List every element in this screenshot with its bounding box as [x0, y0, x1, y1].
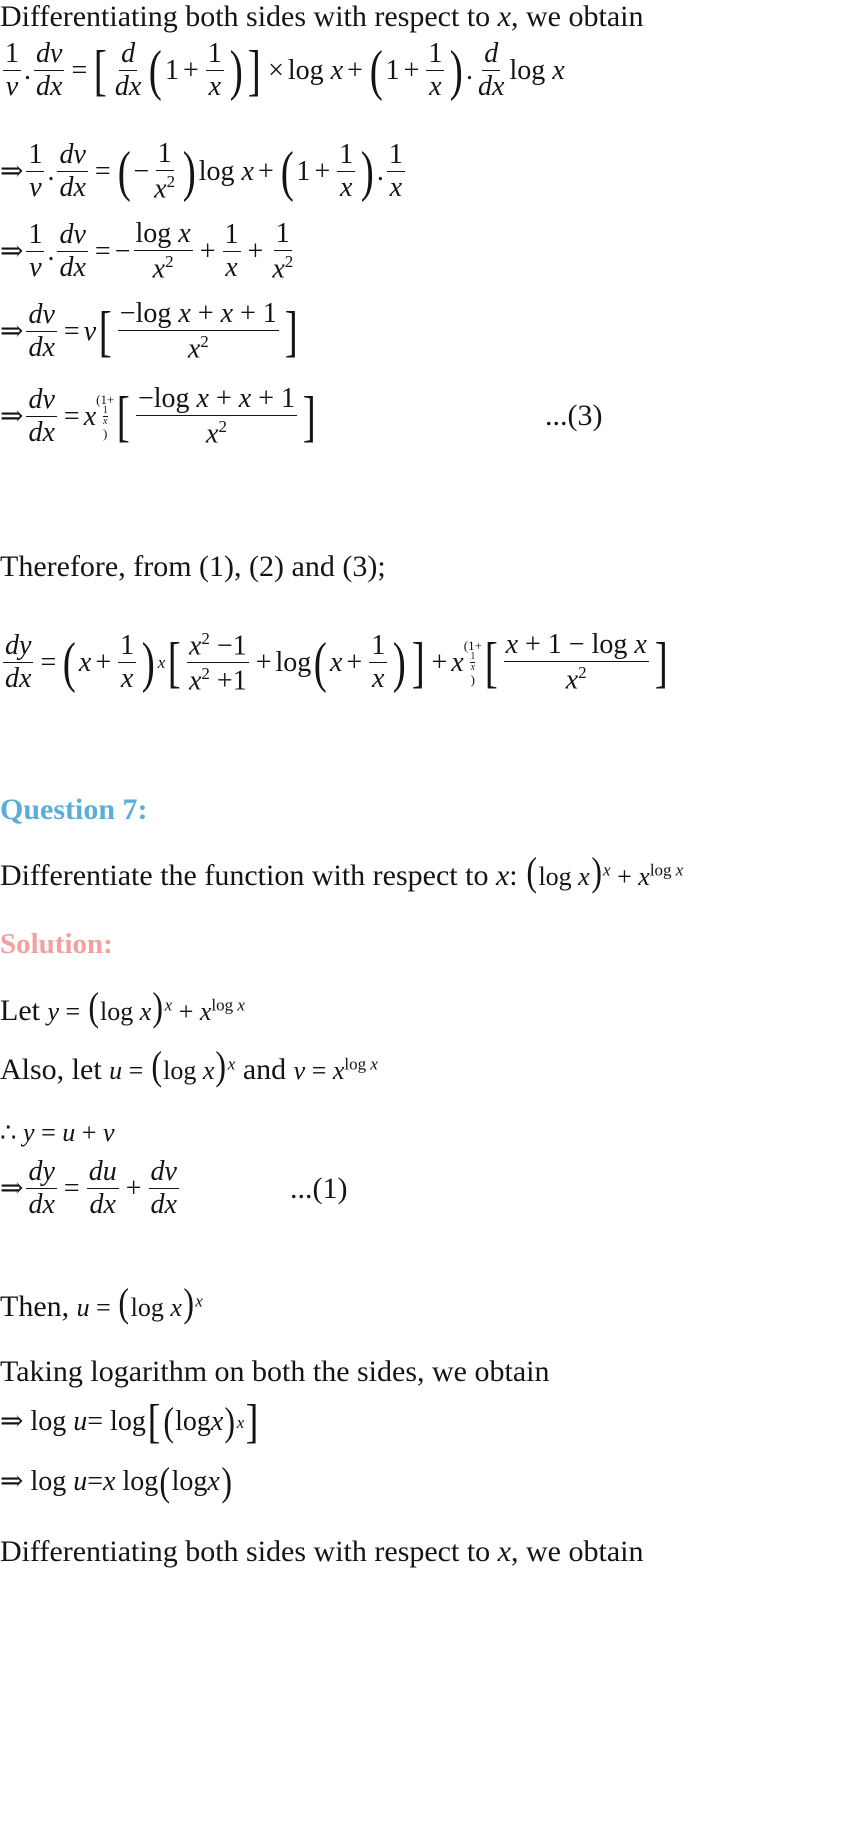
final-line [0, 1537, 643, 1567]
let-line [0, 984, 245, 1029]
let-equation: y = (log $x)^x + x^{log x}$ [47, 984, 245, 1029]
then-text: Then, [0, 1290, 70, 1323]
also-let-text: Also, let [0, 1053, 102, 1086]
equation-dy-dx-result: $\frac{dy}{dx}$ = ( x + $\frac{1}{x}$ ) x [ $\frac{x^2 -1}{x^2 +1}$ + log ( x + $\frac{1}{x}$ ) ] + x (1+ 1 x ) [ $\frac{\text{x + 1 − log x}}{x^2}$ ] [5, 629, 668, 697]
equation-v-derivative-1: $\frac{1}{v}$ . $\frac{dv}{dx}$ = [ $\frac{d}{dx}$ ( 1 + $\frac{1}{x}$ ) ] × log x + ( 1 + $\frac{1}{x}$ ) . $\frac{d}{dx}$ log x [5, 38, 565, 102]
intro-text-1: Differentiating both sides with respect to [0, 0, 491, 33]
therefore-y-sum: ∴ y = u + v [0, 1118, 115, 1147]
intro-line-1 [0, 2, 643, 32]
then-line [0, 1280, 203, 1325]
equation-number-1: ...(1) [290, 1172, 348, 1205]
and-text: and [242, 1053, 287, 1086]
question-text-line [0, 849, 684, 894]
equation-number-3: ...(3) [545, 399, 603, 432]
also-let-line [0, 1043, 378, 1088]
u-equation: u = (log x)$^x$ [76, 1280, 203, 1325]
question-variable: x [495, 859, 510, 892]
equation-log-u-2: ⇒ log u = x log ( log x ) [0, 1459, 232, 1504]
equation-v-derivative-5: ⇒ $\frac{dv}{dx}$ = x (1+ 1 x ) [ $\frac{\text{−log x + x + 1}}{x^2}$ ] ...(3) [0, 383, 603, 450]
final-variable: x [497, 1535, 511, 1568]
therefore-line: Therefore, from (1), (2) and (3); [0, 550, 386, 583]
intro-variable-1: x [497, 0, 511, 33]
question-colon: : [509, 859, 518, 892]
let-text: Let [0, 994, 40, 1027]
question-text: Differentiate the function with respect to [0, 859, 489, 892]
equation-v-derivative-3: ⇒ $\frac{1}{v}$ . $\frac{dv}{dx}$ = − $\frac{\text{log x}}{x^2}$ + $\frac{1}{x}$ + $\frac{1}{x^2}$ [0, 218, 294, 285]
equation-dy-sum: ⇒ $\frac{dy}{dx}$ = $\frac{du}{dx}$ + $\frac{dv}{dx}$ ...(1) [0, 1156, 348, 1220]
v-definition: $v = x^{log x}$ [293, 1054, 378, 1085]
taking-log-line: Taking logarithm on both the sides, we obtain [0, 1355, 550, 1388]
u-definition: u = (log x)$^x$ [109, 1043, 236, 1088]
final-text: Differentiating both sides with respect to [0, 1535, 491, 1568]
question-heading: Question 7: [0, 793, 148, 826]
final-tail: , we obtain [511, 1535, 644, 1568]
intro-tail-1: , we obtain [511, 0, 644, 33]
question-function: (log $x)^x + x^{log x}$ [526, 849, 684, 894]
equation-v-derivative-4: ⇒ $\frac{dv}{dx}$ = v [ $\frac{\text{−log x + x + 1}}{x^2}$ ] [0, 298, 298, 365]
equation-v-derivative-2: ⇒ $\frac{1}{v}$ . $\frac{dv}{dx}$ = ( − $\frac{1}{x^2}$ ) log x + ( 1 + $\frac{1}{x}$ ) . $\frac{1}{x}$ [0, 138, 403, 205]
equation-log-u-1: ⇒ log u = log [ ( log x ) x ] [0, 1395, 259, 1448]
solution-heading: Solution: [0, 928, 113, 960]
